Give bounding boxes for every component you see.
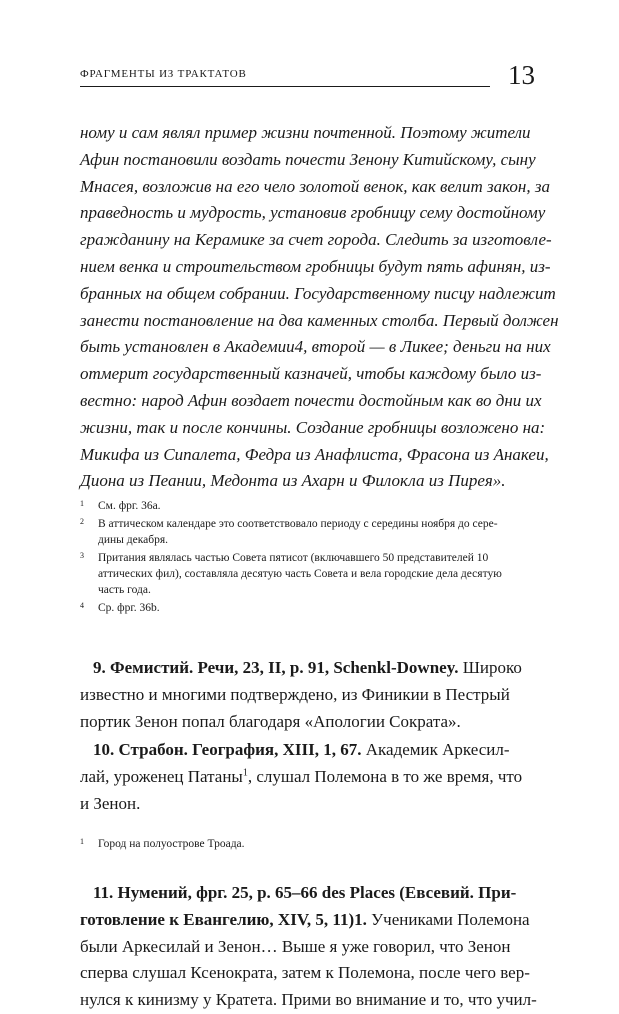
text-line: Диона из Пеании, Медонта из Ахарн и Филокла из Пирея». — [80, 471, 506, 491]
entry-line: сперва слушал Ксенократа, затем к Полемона, после чего вер- — [80, 963, 530, 983]
footnotes-lower — [80, 836, 535, 852]
entry-text: , слушал Полемона в то же время, что — [247, 766, 523, 786]
entry-heading: 10. Страбон. География, XIII, 1, 67. — [93, 740, 362, 759]
text-line: гражданину на Керамике за счет города. Следить за изготовле- — [80, 230, 552, 250]
footnote-mark: 3 — [80, 551, 84, 560]
entry-heading: 9. Фемистий. Речи, 23, II, p. 91, Schenkl-Downey. — [93, 658, 459, 677]
entry-text: Академик Аркесил- — [361, 740, 510, 759]
text-line: вестно: народ Афин воздает почести достойным как во дни их — [80, 390, 542, 410]
entry-text: лай, уроженец Патаны — [80, 766, 243, 786]
footnote — [80, 600, 535, 616]
running-title: ФРАГМЕНТЫ ИЗ ТРАКТАТОВ — [80, 68, 247, 80]
footnote-ref: 1 — [242, 767, 248, 779]
entry-line — [80, 907, 540, 934]
entry-line: известно и многими подтверждено, из Финикии в Пестрый — [80, 684, 510, 704]
text-line: ному и сам являл пример жизни почтенной. Поэтому жители — [80, 123, 531, 142]
decree-text — [80, 120, 559, 495]
footnote — [80, 498, 535, 514]
footnote-line: См. фрг. 36а. — [98, 500, 161, 512]
entry-11 — [80, 880, 540, 1014]
text-line: быть установлен в Академии4, второй — в Ликее; деньги на них — [80, 337, 551, 357]
entry-text: Широко — [458, 658, 522, 677]
footnote — [80, 516, 535, 548]
page-number: 13 — [508, 60, 535, 90]
entry-line: портик Зенон попал благодаря «Апологии Сократа». — [80, 711, 461, 731]
entry-10 — [80, 737, 540, 817]
entry-line: были Аркесилай и Зенон… Выше я уже говорил, что Зенон — [80, 936, 511, 956]
text-line: занести постановление на два каменных столба. Первый должен — [80, 310, 559, 330]
footnote — [80, 550, 535, 598]
footnote-mark: 4 — [80, 601, 84, 610]
entry-line — [80, 880, 540, 907]
footnote-line: аттических фил), составляла десятую часть Совета и вела городские дела десятую — [98, 568, 502, 580]
footnote-line: часть года. — [98, 584, 151, 596]
text-line: Мнасея, возложив на его чело золотой венок, как велит закон, за — [80, 176, 550, 196]
header-rule — [80, 86, 490, 87]
footnote-line: В аттическом календаре это соответствовало периоду с середины ноября до сере- — [98, 518, 498, 530]
text-line: Афин постановили воздать почести Зенону Китийскому, сыну — [80, 149, 536, 169]
entry-line — [80, 764, 540, 791]
entry-heading: 11. Нумений, фрг. 25, p. 65–66 des Places (Евсевий. При- — [93, 883, 517, 902]
entry-heading: готовление к Евангелию, XIV, 5, 11)1. — [80, 909, 367, 929]
footnote-mark: 2 — [80, 517, 84, 526]
text-line: бранных на общем собрании. Государственному писцу надлежит — [80, 283, 556, 303]
footnotes-upper — [80, 498, 535, 616]
footnote-line: дины декабря. — [98, 534, 168, 546]
text-line: отмерит государственный казначей, чтобы каждому было из- — [80, 364, 542, 384]
text-line: жизни, так и после кончины. Создание гробницы возложено на: — [80, 417, 546, 437]
footnote-mark: 1 — [80, 837, 84, 846]
footnote-line: Город на полуострове Троада. — [98, 838, 245, 850]
text-line: Микифа из Сипалета, Федра из Анафлиста, Фрасона из Анакеи, — [80, 444, 549, 464]
text-line: праведность и мудрость, установив гробницу сему достойному — [80, 203, 546, 223]
entry-9 — [80, 655, 540, 735]
entry-line — [80, 655, 540, 682]
entry-line — [80, 737, 540, 764]
entry-line: нулся к кинизму у Кратета. Прими во внимание и то, что учил- — [80, 990, 537, 1010]
text-line: нием венка и строительством гробницы будут пять афинян, из- — [80, 256, 551, 276]
footnote-mark: 1 — [80, 499, 84, 508]
footnote-line: Ср. фрг. 36b. — [98, 602, 160, 614]
footnote — [80, 836, 535, 852]
running-header — [80, 60, 535, 90]
entry-line: и Зенон. — [80, 793, 141, 813]
footnote-line: Притания являлась частью Совета пятисот (включавшего 50 представителей 10 — [98, 552, 489, 564]
entry-text: Учениками Полемона — [366, 909, 530, 929]
